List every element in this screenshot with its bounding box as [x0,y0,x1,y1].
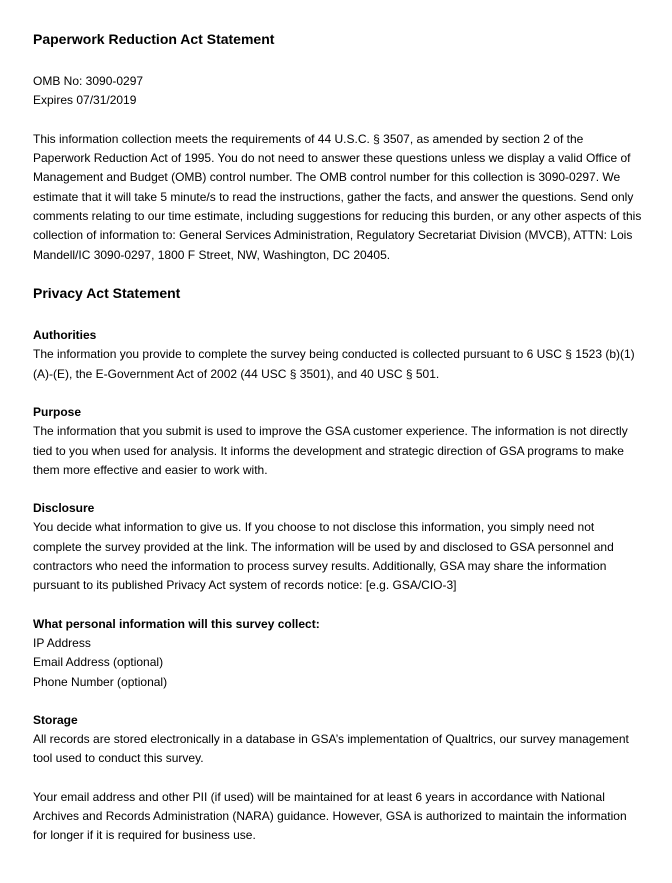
storage-section [33,711,642,769]
purpose-section [33,403,642,480]
personal-info-item-phone: Phone Number (optional) [33,674,168,689]
disclosure-heading: Disclosure [33,501,95,516]
personal-info-item-ip: IP Address [33,635,91,650]
personal-info-section [33,615,642,692]
disclosure-section [33,499,642,595]
storage-body-2: Your email address and other PII (if used) will be maintained for at least 6 years in accordance with National Archives and Records Administration (NARA) guidance. However, GSA is authorized to maintain the information for longer if it is required for business use. [33,789,627,843]
purpose-heading: Purpose [33,404,82,419]
purpose-body: The information that you submit is used to improve the GSA customer experience. The information is not directly tied to you when used for analysis. It informs the development and strategic direction of GSA programs to make them more effective and easier to work with. [33,424,628,477]
privacy-act-title: Privacy Act Statement [33,284,181,301]
authorities-body: The information you provide to complete the survey being conducted is collected pursuant to 6 USC § 1523 (b)(1)(A)-(E), the E-Government Act of 2002 (44 USC § 3501), and 40 USC § 501. [33,347,635,381]
expires-line: Expires 07/31/2019 [33,93,137,108]
storage-body-1: All records are stored electronically in a database in GSA’s implementation of Qualtrics, our survey management tool used to conduct this survey. [33,732,629,766]
omb-number-line: OMB No: 3090-0297 [33,74,144,89]
authorities-heading: Authorities [33,328,97,343]
pra-statement-title: Paperwork Reduction Act Statement [33,31,275,47]
pra-body-paragraph: This information collection meets the requirements of 44 U.S.C. § 3507, as amended by section 2 of the Paperwork Reduction Act of 1995. You do not need to answer these questions unless we display a valid Office of Management and Budget (OMB) control number. The OMB control number for this collection is 3090-0297. We estimate that it will take 5 minute/s to read the instructions, gather the facts, and answer the questions. Send only comments relating to our time estimate, including suggestions for reducing this burden, or any other aspects of this collection of information to: General Services Administration, Regulatory Secretariat Division (MVCB), ATTN: Lois Mandell/IC 3090-0297, 1800 F Street, NW, Washington, DC 20405. [33,131,642,262]
personal-info-item-email: Email Address (optional) [33,655,164,670]
storage-heading: Storage [33,712,78,727]
authorities-section [33,326,642,384]
personal-info-heading: What personal information will this survey collect: [33,616,320,631]
disclosure-body: You decide what information to give us. If you choose to not disclose this information, you simply need not complete the survey provided at the link. The information will be used by and disclosed to GSA personnel and contractors who need the information to process survey results. Additionally, GSA may share the information pursuant to its published Privacy Act system of records notice: [e.g. GSA/CIO-3] [33,520,614,593]
